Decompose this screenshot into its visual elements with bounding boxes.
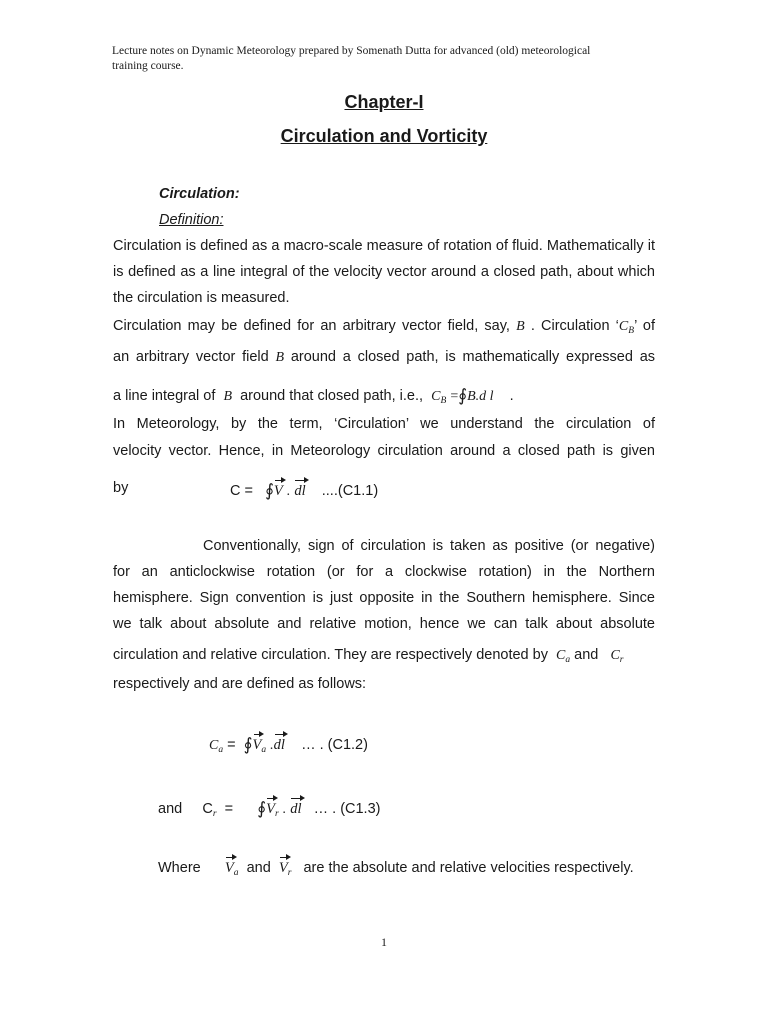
- contour-integral-icon: ∮: [265, 481, 274, 500]
- paragraph-meteorology-line2: velocity vector. Hence, in Meteorology circulation around a closed path is given: [113, 443, 655, 459]
- section-heading: Circulation:: [159, 186, 240, 202]
- contour-integral-icon: ∮: [243, 735, 253, 754]
- contour-integral-icon: ∮: [257, 799, 267, 818]
- chapter-title: Circulation and Vorticity: [280, 126, 488, 146]
- paragraph-meteorology-line1: In Meteorology, by the term, ‘Circulation’ we understand the circulation of: [113, 416, 655, 432]
- paragraph-convention-line3: hemisphere. Sign convention is just opposite in the Southern hemisphere. Since: [113, 590, 655, 606]
- paragraph-convention-line1: Conventionally, sign of circulation is taken as positive (or negative): [203, 538, 655, 554]
- formula-cb: $C_B$ =∮B.d l: [431, 386, 494, 406]
- paragraph-convention-line4: we talk about absolute and relative motion, hence we can talk about absolute: [113, 616, 655, 632]
- equation-c1-2: $C_a$ = $∮V_a$ .dl … . (C1.2): [209, 735, 368, 755]
- paragraph-definition: Circulation is defined as a macro-scale measure of rotation of fluid. Mathematically it is defined as a line integral of the velocity vector around a closed path, about which the circulation is measured.: [113, 238, 655, 306]
- paragraph-arbitrary-line2: an arbitrary vector field B around a closed path, is mathematically expressed as: [113, 349, 656, 365]
- paragraph-arbitrary-line3: a line integral of B around that closed path, i.e., $C_B$ =∮B.d l .: [113, 386, 514, 406]
- paragraph-convention-line5: circulation and relative circulation. They are respectively denoted by $C_a$ and $C_r$: [113, 647, 624, 665]
- header-line-1: Lecture notes on Dynamic Meteorology prepared by Somenath Dutta for advanced (old) meteorological: [112, 45, 591, 57]
- header-line-2: training course.: [112, 60, 184, 72]
- paragraph-convention-line6: respectively and are defined as follows:: [113, 676, 367, 692]
- equation-c1-1: by C = ∮V . dl ....(C1.1): [113, 480, 379, 500]
- page-number: 1: [381, 935, 387, 949]
- subsection-heading: Definition:: [159, 212, 224, 228]
- chapter-heading: Chapter-I: [344, 92, 424, 112]
- equation-c1-3: and $C_r$ = $∮V_r$ . dl … . (C1.3): [158, 799, 381, 819]
- running-header: [112, 44, 652, 74]
- paragraph-arbitrary-line1: Circulation may be defined for an arbitrary vector field, say, B . Circulation ‘$C_B$’ of: [113, 318, 656, 336]
- contour-integral-icon: ∮: [458, 386, 468, 405]
- paragraph-convention-line2: for an anticlockwise rotation (or for a clockwise rotation) in the Northern: [113, 564, 655, 580]
- where-line: Where $V_a$ and $V_r$ are the absolute and relative velocities respectively.: [158, 860, 634, 878]
